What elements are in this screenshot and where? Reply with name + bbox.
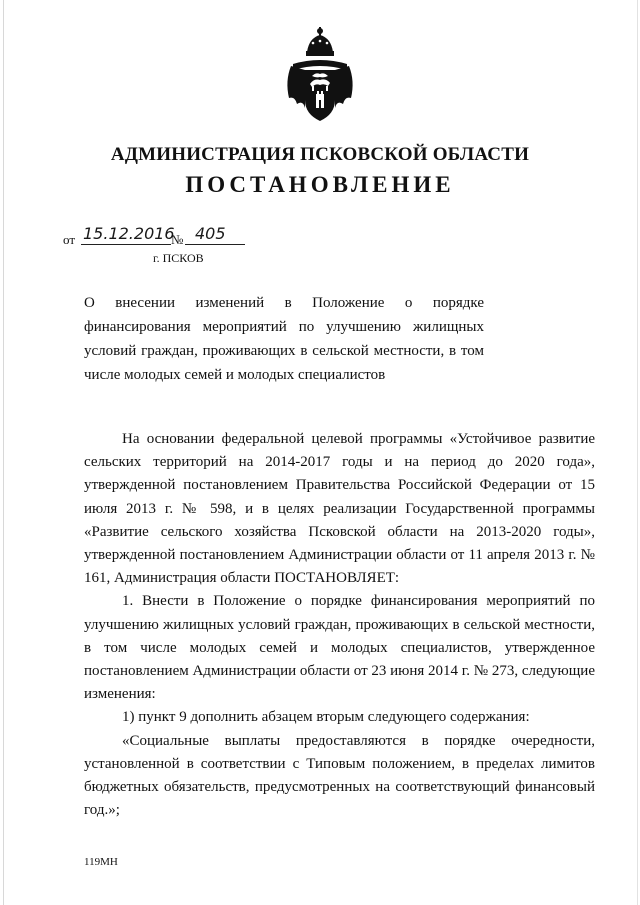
- date-underline: [81, 244, 171, 245]
- number-underline: [185, 244, 245, 245]
- document-body: [84, 428, 595, 822]
- city: г. ПСКОВ: [153, 251, 204, 265]
- footer-code: 119МН: [84, 856, 118, 868]
- organization-name: АДМИНИСТРАЦИЯ ПСКОВСКОЙ ОБЛАСТИ: [110, 144, 530, 165]
- body-paragraph-subitem-1: 1) пункт 9 дополнить абзацем вторым следующего содержания:: [122, 709, 530, 726]
- scan-edge-left: [3, 0, 4, 905]
- document-type: ПОСТАНОВЛЕНИЕ: [185, 172, 455, 197]
- number-prefix: №: [171, 232, 184, 247]
- handwritten-number: 405: [195, 224, 226, 243]
- handwritten-date: 15.12.2016: [83, 224, 175, 243]
- date-prefix: от: [63, 232, 76, 247]
- body-paragraph-quote: «Социальные выплаты предоставляются в порядке очередности, установленной в соответствии с Типовым положением, в пределах лимитов бюджетных обязательств, предусмотренных на соответствующий финансовый год.»;: [84, 732, 595, 819]
- body-paragraph-item-1: 1. Внести в Положение о порядке финансирования мероприятий по улучшению жилищных условий граждан, проживающих в сельской местности, в том числе молодых семей и молодых специалистов, утвержденное постановлением Администрации области от 23 июня 2014 г. № 273, следующие изменения:: [84, 593, 595, 703]
- pskov-coat-of-arms-icon: [281, 26, 359, 126]
- document-subject: О внесении изменений в Положение о порядке финансирования мероприятий по улучшению жилищных условий граждан, проживающих в сельской местности, в том числе молодых семей и молодых специалистов: [84, 295, 484, 383]
- body-paragraph-preamble: На основании федеральной целевой программы «Устойчивое развитие сельских территорий на 2014-2017 годы и на период до 2020 года», утвержденной постановлением Правительства Российской Федерации от 15 июля 2013 г. № 598, и в целях реализации Государственной программы «Развитие сельского хозяйства Псковской области на 2013-2020 годы», утвержденной постановлением Администрации области от 11 апреля 2013 г. № 161, Администрация области ПОСТАНОВЛЯЕТ:: [84, 431, 595, 587]
- scan-edge-right: [637, 0, 638, 905]
